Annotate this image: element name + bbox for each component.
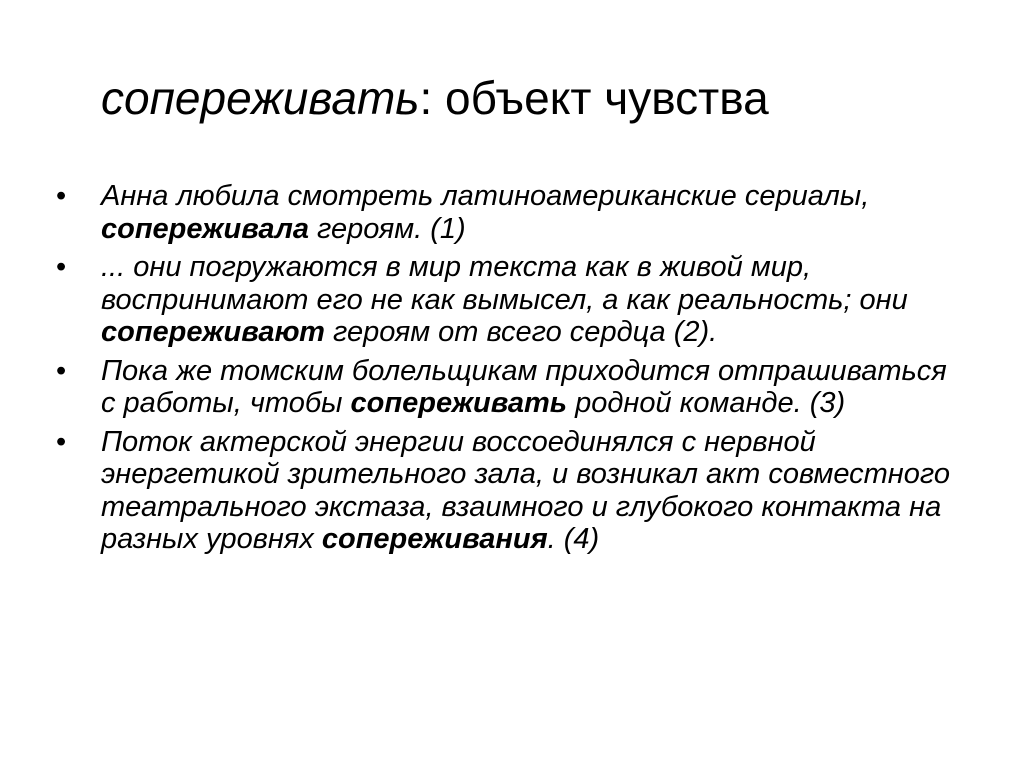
bullet-key-word: сопереживать — [350, 387, 568, 419]
bullet-text-before: Пока же томским болельщикам приходится отпрашиваться с работы, чтобы — [101, 354, 947, 419]
bullet-marker: • — [56, 251, 67, 283]
bullet-marker: • — [56, 180, 67, 212]
bullet-text-after: . (4) — [547, 523, 600, 555]
bullet-marker: • — [56, 354, 67, 387]
bullet-item — [56, 180, 956, 245]
bullet-key-word: сопереживала — [101, 212, 309, 245]
bullet-key-word: сопереживают — [101, 316, 325, 348]
bullet-text-before: Анна любила смотреть латиноамериканские сериалы, — [101, 180, 870, 212]
bullet-text-after: родной команде. (3) — [567, 387, 846, 419]
bullet-key-word: сопереживания — [321, 523, 548, 555]
bullet-text-after: героям. (1) — [309, 212, 466, 245]
bullet-list — [56, 180, 956, 562]
bullet-item — [56, 251, 956, 349]
title-term: сопереживать — [101, 72, 420, 124]
bullet-marker: • — [56, 425, 67, 458]
bullet-text-after: героям от всего сердца (2). — [324, 316, 718, 348]
bullet-text-before: Поток актерской энергии воссоединялся с нервной энергетикой зрительного зала, и возникал акт совместного театрального экстаза, взаимного и глубокого контакта на разных уровнях — [101, 425, 951, 555]
title-rest: : объект чувства — [419, 72, 769, 124]
bullet-item — [56, 426, 956, 556]
slide-title — [101, 68, 769, 128]
bullet-text-before: ... они погружаются в мир текста как в живой мир, воспринимают его не как вымысел, а как реальность; они — [101, 251, 908, 316]
bullet-item — [56, 355, 956, 420]
